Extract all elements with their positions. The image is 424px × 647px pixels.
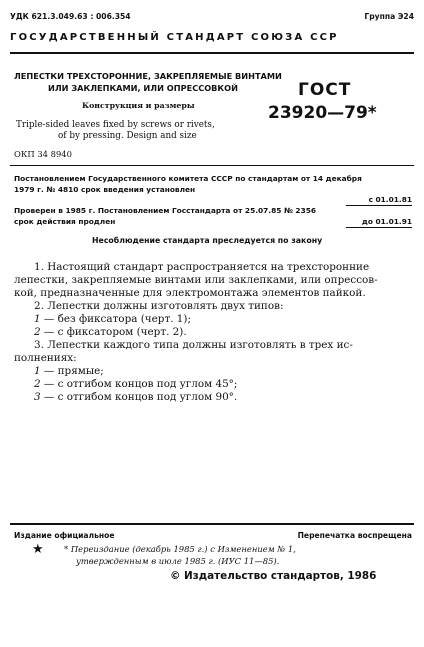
body-paragraph-3-line-1: 3. Лепестки каждого типа должны изготовлять в трех ис- — [34, 339, 353, 351]
footer-rule — [10, 523, 414, 525]
decree-line-3: Проверен в 1985 г. Постановлением Госстандарта от 25.07.85 № 2356 — [14, 206, 316, 215]
date-1-underline — [346, 205, 412, 206]
decree-line-2: 1979 г. № 4810 срок введения установлен — [14, 185, 196, 194]
type-item-2-text: — с фиксатором (черт. 2). — [40, 326, 187, 338]
date-2-underline — [346, 227, 412, 228]
title-rule — [10, 165, 414, 166]
variant-item-1 — [34, 365, 104, 378]
state-standard-banner: ГОСУДАРСТВЕННЫЙ СТАНДАРТ СОЮЗА ССР — [10, 32, 339, 43]
variant-item-2-number: 2 — [34, 378, 41, 390]
okp-code: ОКП 34 8940 — [14, 149, 72, 159]
title-subtitle: Конструкция и размеры — [82, 101, 195, 110]
type-item-1 — [34, 313, 191, 326]
variant-item-2 — [34, 378, 237, 391]
variant-item-2-text: — с отгибом концов под углом 45°; — [40, 378, 238, 390]
variant-item-3-number: 3 — [34, 391, 41, 403]
body-paragraph-1-line-2: лепестки, закрепляемые винтами или заклепками, или опрессов- — [14, 274, 378, 286]
header-rule — [10, 52, 414, 54]
title-english-2: of by pressing. Design and size — [58, 131, 197, 141]
variant-item-1-text: — прямые; — [40, 365, 104, 377]
type-item-2-number: 2 — [34, 326, 41, 338]
group-code: Группа Э24 — [364, 12, 414, 21]
variant-item-1-number: 1 — [34, 365, 41, 377]
body-paragraph-1-line-3: кой, предназначенные для электромонтажа элементов пайкой. — [14, 287, 366, 299]
variant-item-3 — [34, 391, 237, 404]
decree-line-1: Постановлением Государственного комитета СССР по стандартам от 14 декабря — [14, 174, 362, 183]
official-edition: Издание официальное — [14, 531, 115, 540]
law-warning: Несоблюдение стандарта преследуется по закону — [92, 236, 323, 245]
type-item-1-number: 1 — [34, 313, 41, 325]
title-line-2: ИЛИ ЗАКЛЕПКАМИ, ИЛИ ОПРЕССОВКОЙ — [48, 83, 238, 93]
gost-label: ГОСТ — [298, 80, 352, 100]
type-item-1-text: — без фиксатора (черт. 1); — [40, 313, 191, 325]
variant-item-3-text: — с отгибом концов под углом 90°. — [40, 391, 238, 403]
body-paragraph-1-line-1: 1. Настоящий стандарт распространяется на трехсторонние — [34, 261, 370, 273]
type-item-2 — [34, 326, 187, 339]
body-paragraph-2-line-1: 2. Лепестки должны изготовлять двух типов: — [34, 300, 284, 312]
reissue-note-line-2: утвержденным в июле 1985 г. (ИУС 11—85). — [76, 556, 280, 566]
title-line-1: ЛЕПЕСТКИ ТРЕХСТОРОННИЕ, ЗАКРЕПЛЯЕМЫЕ ВИНТАМИ — [14, 71, 282, 81]
reissue-note-line-1: * Переиздание (декабрь 1985 г.) с Изменением № 1, — [64, 544, 296, 554]
reprint-prohibited: Перепечатка воспрещена — [297, 531, 412, 540]
title-english-1: Triple-sided leaves fixed by screws or rivets, — [16, 120, 215, 130]
gost-number: 23920—79* — [268, 103, 377, 123]
udk-code: УДК 621.3.049.63 : 006.354 — [10, 12, 131, 21]
decree-date-2: до 01.01.91 — [361, 217, 412, 226]
decree-date-1: с 01.01.81 — [368, 195, 412, 204]
decree-line-4: срок действия продлен — [14, 217, 116, 226]
publisher-copyright: © Издательство стандартов, 1986 — [170, 570, 377, 582]
body-paragraph-3-line-2: полнениях: — [14, 352, 77, 364]
star-icon: ★ — [32, 542, 44, 557]
